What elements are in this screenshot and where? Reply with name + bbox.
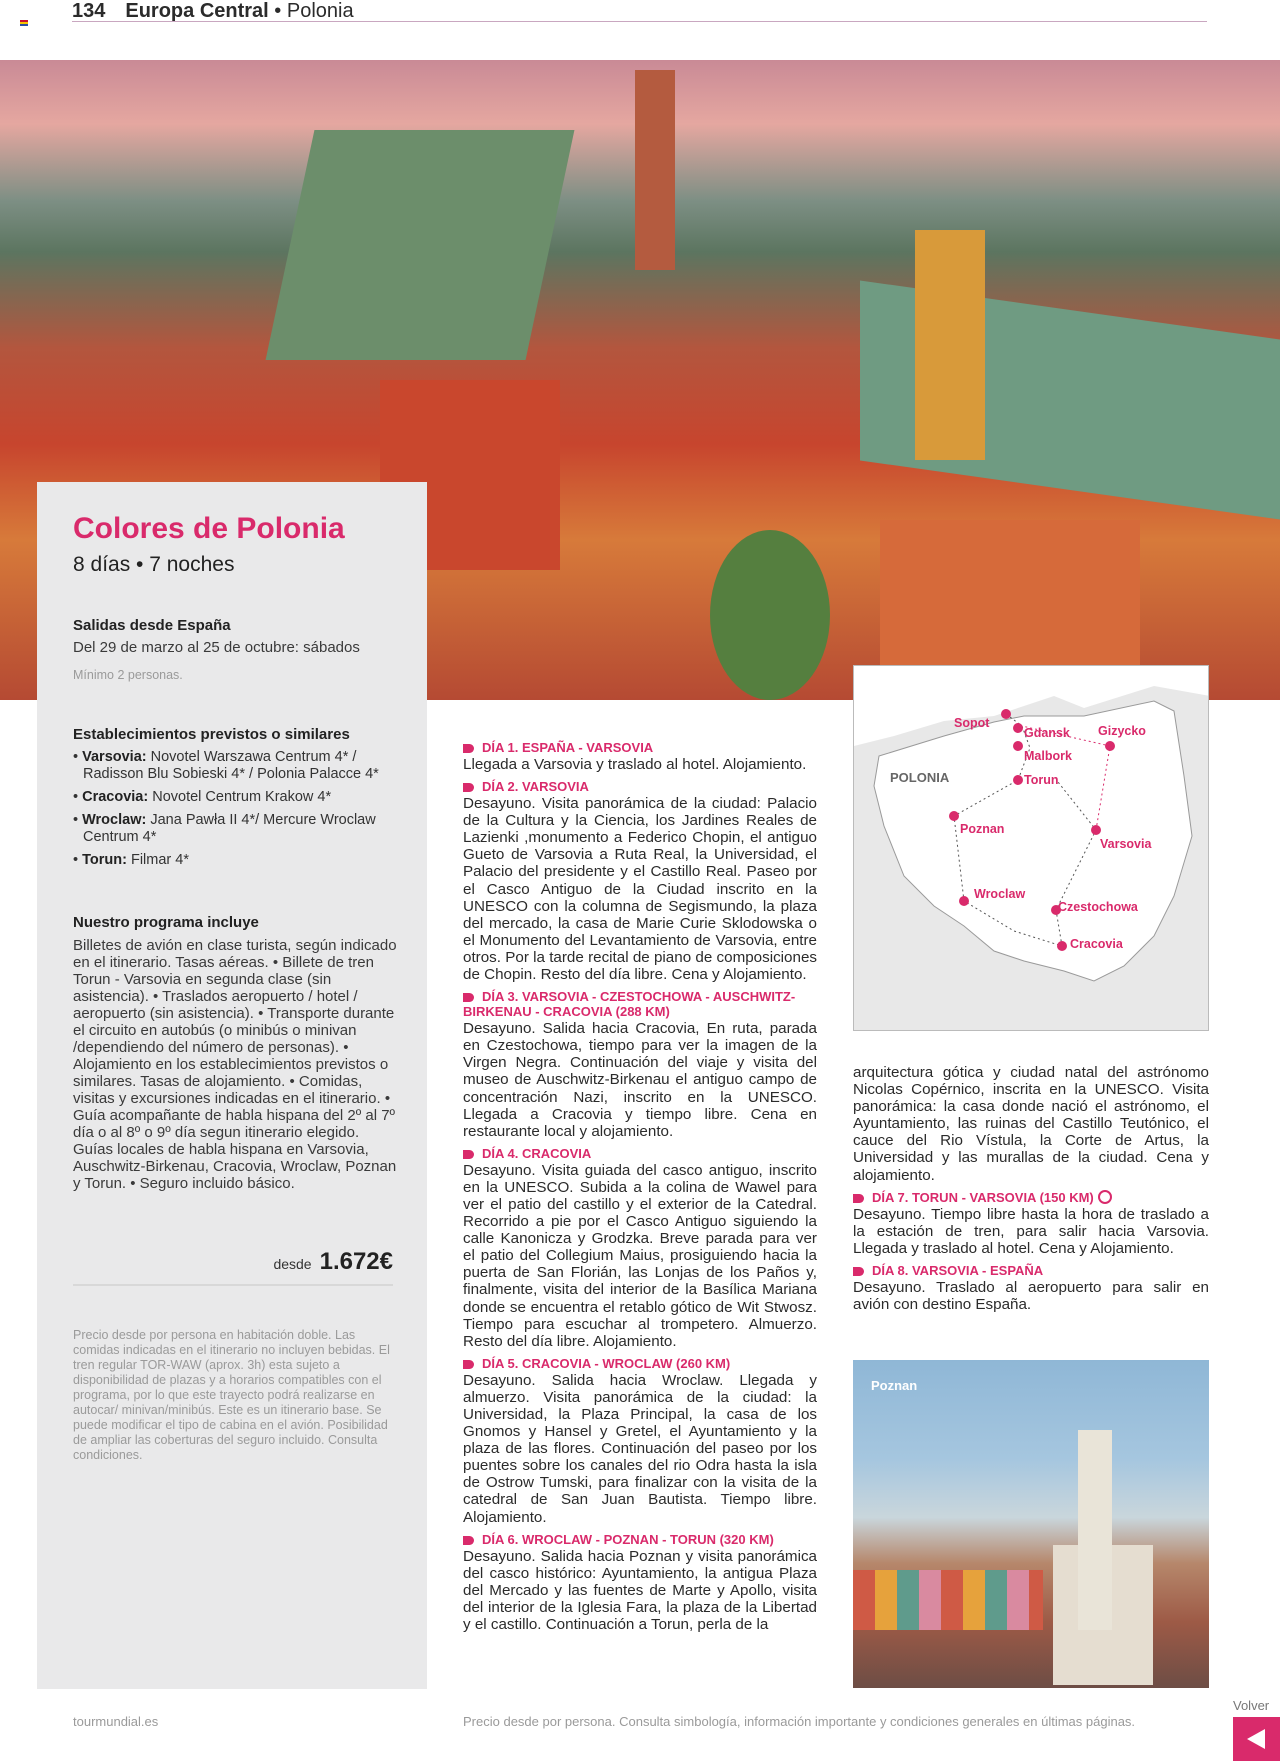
poznan-photo xyxy=(853,1360,1209,1688)
map-city-label: Gizycko xyxy=(1098,724,1146,738)
price-prefix: desde xyxy=(273,1256,312,1272)
map-city-label: Torun xyxy=(1024,773,1059,787)
trip-duration: 8 días • 7 noches xyxy=(73,553,235,576)
hotels-section xyxy=(73,726,403,875)
header-country: Polonia xyxy=(286,0,354,22)
includes-text: Billetes de avión en clase turista, según indicado en el itinerario. Tasas aéreas. • Billete de tren Torun - Varsovia en segunda clase (sin asistencia). • Traslados aeropuerto / hotel / aeropuerto (sin asistencia). • Transporte durante el circuito en autobús (o minibús o minivan /dependiendo del número de personas). • Alojamiento en los establecimientos previstos o similares. Tasas de alojamiento. • Comidas, visitas y excursiones indicadas en el itinerario. • Guía acompañante de habla hispana del 2º al 7º día o al 8º o 9º día segun itinerario elegido. Guías locales de habla hispana en Varsovia, Auschwitz-Birkenau, Cracovia, Wroclaw, Poznan y Torun. • Seguro incluido básico. xyxy=(73,937,397,1192)
includes-heading: Nuestro programa incluye xyxy=(73,914,259,931)
day-text: Desayuno. Visita panorámica de la ciudad: Palacio de la Cultura y la Ciencia, los Jardines Reales de Lazienki ,monumento a Federico Chopin, el antiguo Gueto de Varsovia a Ruta Real, la Universidad, el Palacio del presidente y el Castillo Real. Paseo por el Casco Antiguo de la Ciudad inscrito en la UNESCO con la columna de Segismundo, la plaza del mercado, la casa de Marie Curie Sklodowska o el Monumento del Levantamiento de Varsovia, entre otros. Por la tarde recital de piano de composiciones de Chopin. Resto del día libre. Cena y Alojamiento. xyxy=(463,795,817,984)
country-flag-icon xyxy=(20,20,28,26)
itinerary-column-2 xyxy=(853,1064,1209,1313)
footer-site[interactable]: tourmundial.es xyxy=(73,1714,159,1729)
day-text: Desayuno. Visita guiada del casco antiguo, inscrito en la UNESCO. Subida a la colina de Wawel para ver el patio del castillo y el exterior de la Catedral. Recorrido a pie por el Casco Antiguo siguiendo la calle Kanonicza y Grodzka. Breve parada para ver el patio del Collegium Maius, prosiguiendo hacia la puerta de San Florián, las Lonjas de los Paños y, finalmente, visita del interior de la Basílica Mariana donde se encuentra el retablo gótico de Wit Stwosz. Tiempo para escuchar al trompetero. Almuerzo. Resto del día libre. Alojamiento. xyxy=(463,1161,817,1350)
map-city-label: Malbork xyxy=(1024,749,1072,763)
hotel-item: • Wroclaw: Jana Pawła II 4*/ Mercure Wroclaw Centrum 4* xyxy=(73,812,376,845)
day-text: Llegada a Varsovia y traslado al hotel. Alojamiento. xyxy=(463,756,807,773)
day-heading: DÍA 4. CRACOVIA xyxy=(463,1146,817,1161)
footer-disclaimer: Precio desde por persona. Consulta simbología, información importante y condiciones generales en últimas páginas. xyxy=(463,1714,1136,1729)
itinerary-column-1 xyxy=(463,734,817,1633)
day-heading: DÍA 2. VARSOVIA xyxy=(463,779,817,794)
hotel-item: • Torun: Filmar 4* xyxy=(73,852,189,868)
map-city-label: Varsovia xyxy=(1100,837,1152,851)
day-heading: DÍA 3. VARSOVIA - CZESTOCHOWA - AUSCHWITZ-BIRKENAU - CRACOVIA (288 KM) xyxy=(463,989,796,1020)
price-row xyxy=(73,1248,393,1286)
map-city-label: Cracovia xyxy=(1070,937,1123,951)
map-city-label: Poznan xyxy=(960,822,1005,836)
map-city-label: Wroclaw xyxy=(974,887,1026,901)
price-value: 1.672€ xyxy=(319,1248,393,1275)
hotels-heading: Establecimientos previstos o similares xyxy=(73,726,350,743)
hotel-item: • Varsovia: Novotel Warszawa Centrum 4* / Radisson Blu Sobieski 4* / Polonia Palacce 4* xyxy=(73,749,379,782)
map-city-label: Sopot xyxy=(954,716,990,730)
bus-icon xyxy=(1098,1190,1112,1204)
header-region: Europa Central xyxy=(125,0,269,22)
day-text: arquitectura gótica y ciudad natal del astrónomo Nicolas Copérnico, inscrita en la UNESCO. Visita panorámica: la casa donde nació el astrónomo, el Ayuntamiento, las ruinas del Castillo Teutónico, el cauce del Rio Vístula, la Corte de Artus, la Universidad y las murallas de la ciudad. Cena y alojamiento. xyxy=(853,1064,1209,1184)
minimum-persons: Mínimo 2 personas. xyxy=(73,668,183,682)
page-number: 134 xyxy=(72,0,106,22)
day-heading: DÍA 7. TORUN - VARSOVIA (150 KM) xyxy=(853,1190,1209,1205)
price-notes: Precio desde por persona en habitación doble. Las comidas indicadas en el itinerario no incluyen bebidas. El tren regular TOR-WAW (aprox. 3h) esta sujeto a disponibilidad de plazas y a horarios compatibles con el programa, por lo que este trayecto podrá realizarse en autocar/ minivan/minibús. Este es un itinerario base. Se puede modificar el tipo de cabina en el avión. Posibilidad de ampliar las coberturas del seguro incluido. Consulta condiciones. xyxy=(73,1328,390,1462)
departures-heading: Salidas desde España xyxy=(73,617,231,634)
back-label[interactable]: Volver xyxy=(1233,1698,1270,1713)
day-text: Desayuno. Traslado al aeropuerto para salir en avión con destino España. xyxy=(853,1278,1209,1314)
day-heading: DÍA 6. WROCLAW - POZNAN - TORUN (320 KM) xyxy=(463,1532,817,1547)
map-city-label: Czestochowa xyxy=(1058,900,1138,914)
page-header xyxy=(72,0,1207,22)
day-heading: DÍA 1. ESPAÑA - VARSOVIA xyxy=(463,740,817,755)
day-text: Desayuno. Tiempo libre hasta la hora de traslado a la estación de tren, para salir hacia Varsovia. Llegada y traslado al hotel. Cena y Alojamiento. xyxy=(853,1205,1209,1257)
back-button[interactable] xyxy=(1233,1717,1280,1761)
trip-title: Colores de Polonia xyxy=(73,512,345,545)
map-city-label: Gdansk xyxy=(1024,726,1070,740)
day-heading: DÍA 5. CRACOVIA - WROCLAW (260 KM) xyxy=(463,1356,817,1371)
departures-text: Del 29 de marzo al 25 de octubre: sábados xyxy=(73,639,360,656)
photo-caption: Poznan xyxy=(871,1378,918,1393)
arrow-left-icon xyxy=(1247,1729,1265,1749)
route-map xyxy=(853,665,1209,1031)
hotel-item: • Cracovia: Novotel Centrum Krakow 4* xyxy=(73,789,332,805)
includes-section xyxy=(73,914,403,1192)
day-text: Desayuno. Salida hacia Poznan y visita panorámica del casco histórico: Ayuntamiento, la antigua Plaza del Mercado y las fuentes de Marte y Apollo, visita del interior de la Iglesia Fara, la plaza de la Libertad y el castillo. Continuación a Torun, perla de la xyxy=(463,1547,817,1634)
header-separator: • xyxy=(268,0,287,22)
day-heading: DÍA 8. VARSOVIA - ESPAÑA xyxy=(853,1263,1209,1278)
day-text: Desayuno. Salida hacia Cracovia, En ruta, parada en Czestochowa, tiempo para ver la imagen de la Virgen Negra. Continuación del viaje y visita del museo de Auschwitz-Birkenau el antiguo campo de concentración Nazi, inscrito en la UNESCO. Llegada a Cracovia y tiempo libre. Cena en restaurante local y alojamiento. xyxy=(463,1020,817,1140)
map-country-label: POLONIA xyxy=(890,770,950,785)
day-text: Desayuno. Salida hacia Wroclaw. Llegada y almuerzo. Visita panorámica de la ciudad: la Universidad, la Plaza Principal, la casa de los Gnomos y Hansel y Gretel, el Ayuntamiento y la plaza de las flores. Continuación del paseo por los puentes sobre los canales del rio Odra hasta la isla de Ostrow Tumski, para finalizar con la visita de la catedral de San Juan Bautista. Tiempo libre. Alojamiento. xyxy=(463,1371,817,1526)
departures-section xyxy=(73,617,403,683)
